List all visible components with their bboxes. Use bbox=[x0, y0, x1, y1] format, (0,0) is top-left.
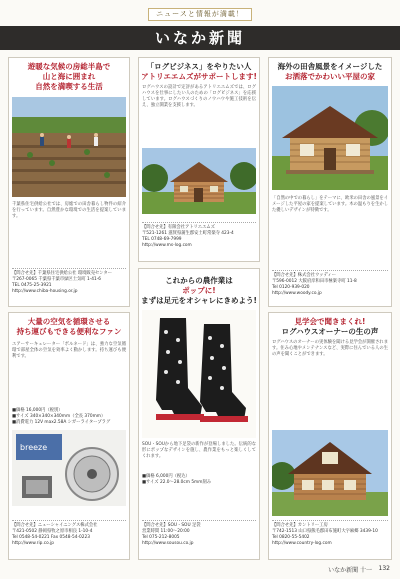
article-body-farmland: 千葉県住宅供給公社では、房総での田舎暮らし物件の紹介を行っています。自然豊かな環境での生活を提案しています。 bbox=[12, 202, 126, 219]
spec-list-fan: ■価格 16,000円（税別） ■サイズ 340×340×340mm（全長 370mm） ■消費電力 12V max2.58A シガーライタープラグ bbox=[12, 408, 111, 425]
contact-link[interactable]: http://www.ms-log.com bbox=[142, 243, 192, 248]
contact-link[interactable]: http://www.rip.co.jp bbox=[12, 541, 54, 546]
contact-link[interactable]: http://www.country-log.com bbox=[272, 541, 332, 546]
divider bbox=[142, 520, 256, 521]
contact-block-fan: 【問合せ先】ニューシャイニングス株式会社 〒421-0502 静岡県牧之原市相良 1-10-4 Tel 0548-54-0221 Fax 0548-54-0223 http://www.rip.co.jp bbox=[12, 523, 126, 547]
tabi-boots-photo bbox=[142, 310, 256, 438]
log-cabin-photo bbox=[142, 148, 256, 214]
contact-block-tabi: 【問合せ先】SOU・SOU 足袋 営業時間 11:00〜20:00 Tel 075-212-8005 http://www.sousou.co.jp bbox=[142, 523, 256, 547]
article-headline-log-owner: 見学会で聞きまくれ! ログハウスオーナーの生の声 bbox=[281, 317, 379, 336]
article-headline-fan: 大量の空気を循環させる 持ち運びもできる便利なファン bbox=[16, 317, 122, 336]
contact-block-log-business: 【問合せ先】有限会社アトリエエムズ 〒521-1261 滋賀県蒲生郡安土町常楽寺 423-4 TEL 0748-69-7999 http://www.ms-log.com bbox=[142, 225, 256, 249]
page-title: いなか新聞 bbox=[154, 29, 245, 47]
contact-block-log-owner: 【問合せ先】カントリー工房 〒742-1513 山口県熊毛郡田布施町大字麻郷 3439-10 Tel 0820-55-5402 http://www.country-log.com bbox=[272, 523, 388, 547]
divider bbox=[12, 520, 126, 521]
kicker-label: ニュースと情報が満載！ bbox=[148, 8, 252, 21]
contact-link[interactable]: http://www.woody.co.jp bbox=[272, 291, 322, 296]
article-headline-log-business: 「ログビジネス」をやりたい人 アトリエエムズがサポートします! bbox=[141, 62, 257, 81]
contact-block-flat-house: 【問合せ先】株式会社ウッディー 〒596-0012 大阪府岸和田市極楽寺町 11-8 Tel 0120-939-020 http://www.woody.co.jp bbox=[272, 273, 388, 297]
article-body-log-owner: ログハウスのオーナーの実体験を聞ける見学会が開催されます。住み心地やメンテナンスなど、実際に住んでいる人の生の声を聞くことができます。 bbox=[272, 340, 388, 357]
divider bbox=[272, 520, 388, 521]
spec-list-tabi: ■価格 6,000円（税込） ■サイズ 22.0〜28.0cm 5mm刻み bbox=[142, 474, 212, 485]
contact-block-farmland: 【問合せ先】千葉県住宅供給公社 環境販売センター 〒267-0065 千葉県千葉市緑区土気町 1-41-6 TEL 0475-25-3921 http://www.chiba-housing.or.jp bbox=[12, 271, 126, 295]
divider bbox=[142, 222, 256, 223]
article-body-fan: エアーサーキュレーター「ボルネード」は、強力な空気循環で部屋全体の空気を効率よく動かします。持ち運びも便利です。 bbox=[12, 342, 126, 359]
article-headline-farmland: 遊暖な気候の房総半島で 山と海に囲まれ 自然を満喫する生活 bbox=[27, 62, 111, 91]
log-house-photo bbox=[272, 430, 388, 516]
page-number: 132 bbox=[378, 565, 390, 572]
brand-logo-text: breeze bbox=[20, 443, 48, 452]
wooden-cottage-photo bbox=[272, 86, 388, 190]
article-body-flat-house: 「自然の中での暮らし」をテーマに、欧米の田舎の風景をイメージした平屋の家を提案しています。木の温もりを生かした優しいデザインが特徴です。 bbox=[272, 196, 389, 213]
divider bbox=[272, 270, 388, 271]
article-body-tabi: SOU・SOUから地下足袋の新作が登場しました。伝統的な形にポップなデザインを施し、農作業をもっと楽しくしてくれます。 bbox=[142, 442, 256, 459]
article-headline-flat-house: 海外の田舎風景をイメージした お洒落でかわいい平屋の家 bbox=[277, 62, 383, 81]
farm-field-photo bbox=[12, 97, 126, 197]
divider bbox=[12, 268, 126, 269]
footer-title: いなか新聞 十一 bbox=[328, 567, 372, 574]
article-body-log-business: ログハウスの設計で定評があるアトリエエムズでは、ログハウスを仕事にしたい人のための「ログビジネス」を応援しています。ログハウスづくりのノウハウや施工技術を伝え、独立開業を支援します。 bbox=[142, 85, 256, 108]
contact-link[interactable]: http://www.sousou.co.jp bbox=[142, 541, 194, 546]
contact-link[interactable]: http://www.chiba-housing.or.jp bbox=[12, 289, 78, 294]
article-headline-tabi: これからの農作業は ポップに! まずは足元をオシャレにきめよう! bbox=[141, 276, 257, 305]
fan-product-photo bbox=[12, 430, 126, 506]
